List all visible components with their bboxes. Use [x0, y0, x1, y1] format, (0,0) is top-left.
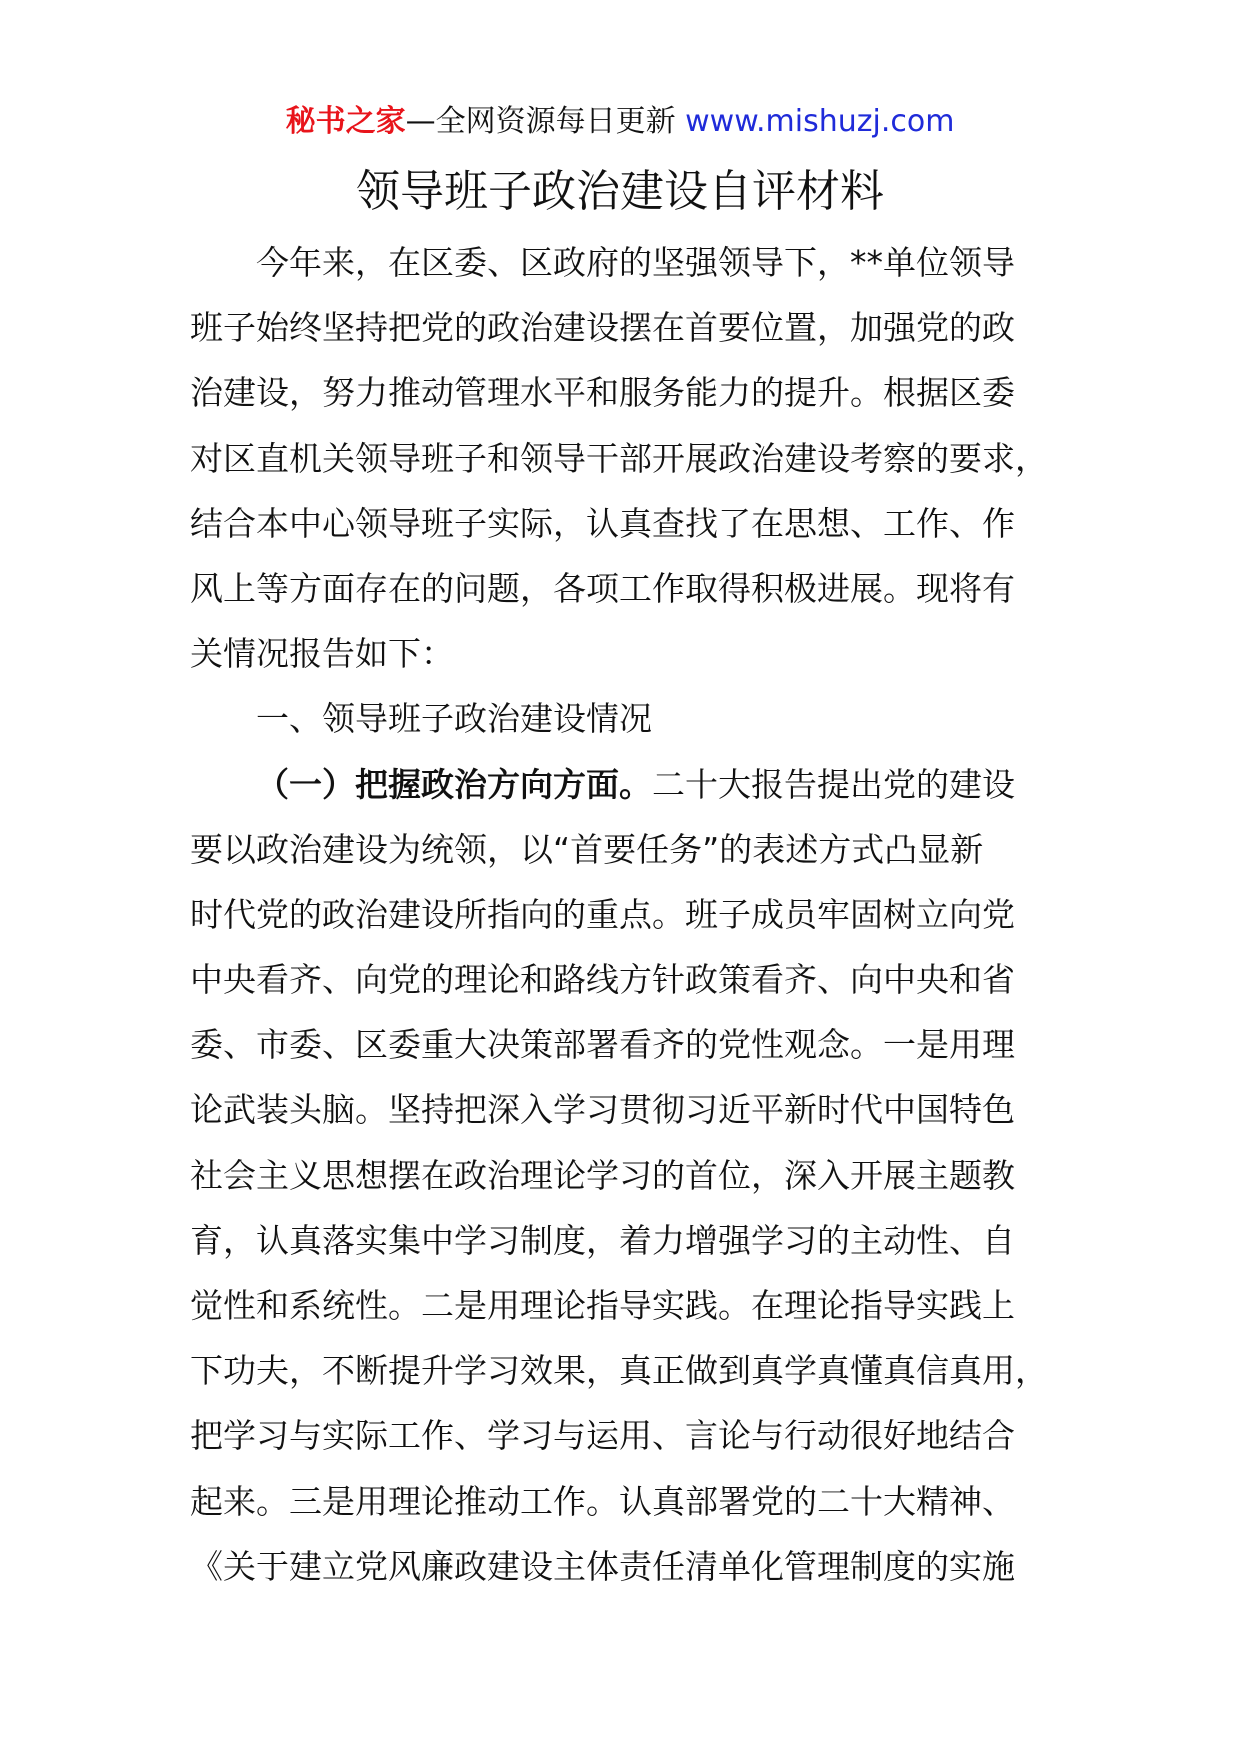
paragraph-line: 今年来，在区委、区政府的坚强领导下，**单位领导 [256, 243, 1015, 282]
paragraph-line: 中央看齐、向党的理论和路线方针政策看齐、向中央和省 [190, 960, 1015, 1000]
paragraph-line: 治建设，努力推动管理水平和服务能力的提升。根据区委 [190, 373, 1015, 413]
paragraph-line: 觉性和系统性。二是用理论指导实践。在理论指导实践上 [190, 1286, 1015, 1325]
paragraph-line: 结合本中心领导班子实际，认真查找了在思想、工作、作 [190, 503, 1015, 543]
document-title: 领导班子政治建设自评材料 [356, 166, 884, 217]
subsection-lead: （一）把握政治方向方面。 [256, 764, 652, 804]
paragraph-line: 对区直机关领导班子和领导干部开展政治建设考察的要求， [190, 438, 1048, 478]
paragraph-line: 起来。三是用理论推动工作。认真部署党的二十大精神、 [190, 1481, 1015, 1521]
paragraph-line: 时代党的政治建设所指向的重点。班子成员牢固树立向党 [190, 894, 1015, 934]
paragraph-line: 下功夫，不断提升学习效果，真正做到真学真懂真信真用， [190, 1351, 1048, 1391]
brand-name: 秘书之家 [285, 104, 406, 139]
site-header [0, 100, 1240, 144]
paragraph-line: 《关于建立党风廉政建设主体责任清单化管理制度的实施 [190, 1546, 1015, 1586]
paragraph-line: 要以政治建设为统领，以“首要任务”的表述方式凸显新 [190, 829, 984, 869]
site-url-link[interactable]: www.mishuzj.com [685, 104, 955, 139]
paragraph-line: 育，认真落实集中学习制度，着力增强学习的主动性、自 [190, 1220, 1015, 1260]
paragraph-line: 论武装头脑。坚持把深入学习贯彻习近平新时代中国特色 [190, 1090, 1015, 1130]
subsection-first-line [190, 752, 1070, 817]
header-slogan: 全网资源每日更新 [435, 104, 676, 139]
subsection-first-line-text: 二十大报告提出党的建设 [652, 764, 1015, 804]
section-heading: 一、领导班子政治建设情况 [256, 699, 652, 739]
paragraph-line: 社会主义思想摆在政治理论学习的首位，深入开展主题教 [190, 1155, 1015, 1195]
paragraph-line: 班子始终坚持把党的政治建设摆在首要位置，加强党的政 [190, 308, 1015, 348]
paragraph-line: 委、市委、区委重大决策部署看齐的党性观念。一是用理 [190, 1025, 1015, 1065]
document-body [190, 230, 1070, 1599]
paragraph-line: 风上等方面存在的问题，各项工作取得积极进展。现将有 [190, 568, 1015, 608]
paragraph-line: 把学习与实际工作、学习与运用、言论与行动很好地结合 [190, 1416, 1015, 1456]
paragraph-line: 关情况报告如下： [190, 634, 454, 674]
header-dash: — [405, 104, 436, 139]
